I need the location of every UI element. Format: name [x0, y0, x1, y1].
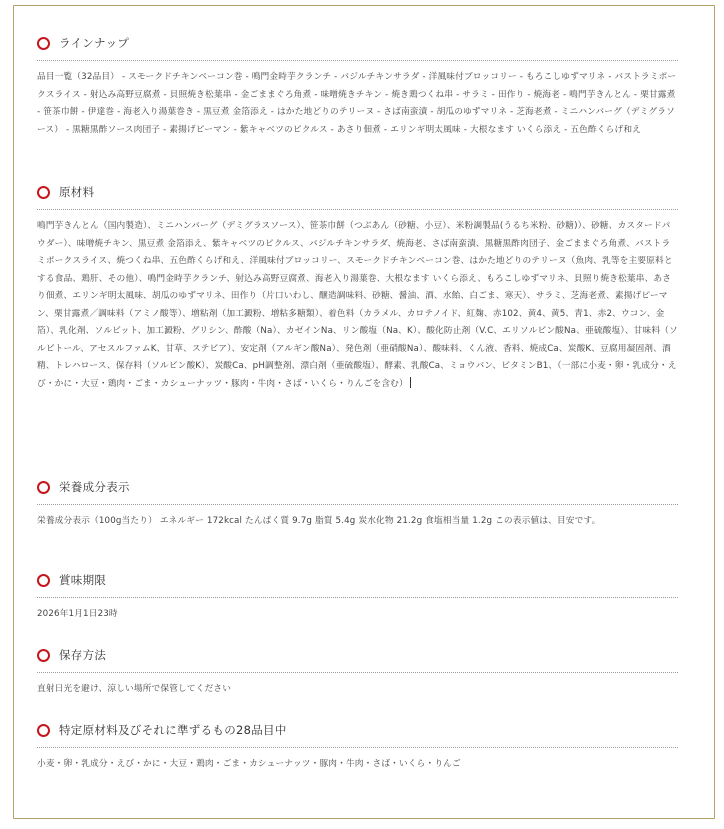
- section-title: 特定原材料及びそれに準ずるもの28品目中: [59, 723, 287, 737]
- circle-bullet-icon: [37, 37, 50, 50]
- section-title: 原材料: [59, 185, 95, 199]
- section-nutrition: [37, 477, 678, 531]
- section-body: 品目一覧（32品目） - スモークドチキンベーコン巻 - 鳴門金時芋クランチ - バジルチキンサラダ - 洋風味付ブロッコリー - もろこしゆずマリネ - バストラミポークスライス - 射込み高野豆腐煮 - 貝照焼き松葉串 - 金ごままぐろ角煮 - 味噌焼きチキン - 焼き鶏つくね串 - サラミ - 田作り - 焼海老 - 鳴門芋きんとん - 栗甘露煮 - 笹茶巾餅 - 伊達巻 - 海老入り湯葉巻き - 黒豆煮 金箔添え - はかた地どりのテリーヌ - さば南蛮漬 - 胡瓜のゆずマリネ - 芝海老煮 - ミニハンバーグ（デミグラソース） - 黒糖黒酢ソース肉団子 - 素揚げピーマン - 紫キャベツのピクルス - あさり佃煮 - エリンギ明太風味 - 大根なます いくら添え - 五色酢くらげ和え: [37, 72, 677, 135]
- section-title: 栄養成分表示: [59, 480, 130, 494]
- section-header: [37, 720, 678, 740]
- section-storage: [37, 645, 678, 699]
- dotted-divider: [37, 747, 678, 748]
- circle-bullet-icon: [37, 481, 50, 494]
- dotted-divider: [37, 597, 678, 598]
- section-body: 直射日光を避け、涼しい場所で保管してください: [37, 684, 232, 694]
- section-body: 小麦・卵・乳成分・えび・かに・大豆・鶏肉・ごま・カシューナッツ・豚肉・牛肉・さば・いくら・りんご: [37, 759, 461, 769]
- section-header: [37, 645, 678, 665]
- text-cursor: [410, 377, 411, 388]
- section-title: ラインナップ: [59, 36, 130, 50]
- section-lineup: [37, 33, 678, 139]
- ingredients-text: 鳴門芋きんとん（国内製造）、ミニハンバーグ（デミグラスソース）、笹茶巾餅（つぶあん（砂糖、小豆）、米粉調製品(うるち米粉、砂糖)）、砂糖、カスタードパウダー）、味噌焼チキン、黒豆煮 金箔添え、紫キャベツのピクルス、バジルチキンサラダ、焼海老、さば南蛮漬、黒糖黒酢肉団子、金ごままぐろ角煮、バストラミポークスライス、焼つくね串、五色酢くらげ和え、洋風味付ブロッコリー、スモークドチキンベーコン巻、はかた地どりのテリーヌ（魚肉、乳等を主要原料とする食品、鶏肝、その他）、鳴門金時芋クランチ、射込み高野豆腐煮、海老入り湯葉巻、大根なます いくら添え、もろこしゆずマリネ、貝照り焼き松葉串、あさり佃煮、エリンギ明太風味、胡瓜のゆずマリネ、田作り（片口いわし、醸造調味料、砂糖、醤油、酒、水飴、白ごま、寒天）、サラミ、芝海老煮、素揚げピーマン、栗甘露煮／調味料（アミノ酸等）、増粘剤（加工澱粉、増粘多糖類）、着色料（カラメル、カロテノイド、紅麹、赤102、黄4、黄5、青1、赤2、ウコン、金箔）、乳化剤、ソルビット、加工澱粉、グリシン、酢酸（Na）、カゼインNa、リン酸塩（Na、K）、酸化防止剤（V.C、エリソルビン酸Na、亜硫酸塩）、甘味料（ソルビトール、アセスルファムK、甘草、ステビア）、安定剤（アルギン酸Na）、発色剤（亜硝酸Na）、酸味料、くん液、香料、焼成Ca、炭酸K、豆腐用凝固剤、酒精、トレハロース、保存料（ソルビン酸K）、炭酸Ca、pH調整剤、漂白剤（亜硫酸塩）、酵素、乳酸Ca、ミョウバン、ビタミンB1、（一部に小麦・卵・乳成分・えび・かに・大豆・鶏肉・ごま・カシューナッツ・豚肉・牛肉・さば・いくら・りんごを含む）: [37, 221, 678, 389]
- dotted-divider: [37, 504, 678, 505]
- section-body: 2026年1月1日23時: [37, 609, 118, 619]
- section-best-before: [37, 570, 678, 624]
- circle-bullet-icon: [37, 574, 50, 587]
- section-title: 賞味期限: [59, 573, 107, 587]
- section-header: [37, 33, 678, 53]
- section-header: [37, 570, 678, 590]
- circle-bullet-icon: [37, 186, 50, 199]
- dotted-divider: [37, 672, 678, 673]
- circle-bullet-icon: [37, 724, 50, 737]
- section-header: [37, 182, 678, 202]
- section-body-editable[interactable]: [37, 218, 678, 393]
- circle-bullet-icon: [37, 649, 50, 662]
- dotted-divider: [37, 209, 678, 210]
- section-body: 栄養成分表示（100g当たり） エネルギー 172kcal たんぱく質 9.7g 脂質 5.4g 炭水化物 21.2g 食塩相当量 1.2g この表示値は、目安です。: [37, 516, 601, 526]
- section-title: 保存方法: [59, 648, 107, 662]
- section-header: [37, 477, 678, 497]
- section-allergens: [37, 720, 678, 774]
- dotted-divider: [37, 60, 678, 61]
- section-ingredients: [37, 182, 678, 393]
